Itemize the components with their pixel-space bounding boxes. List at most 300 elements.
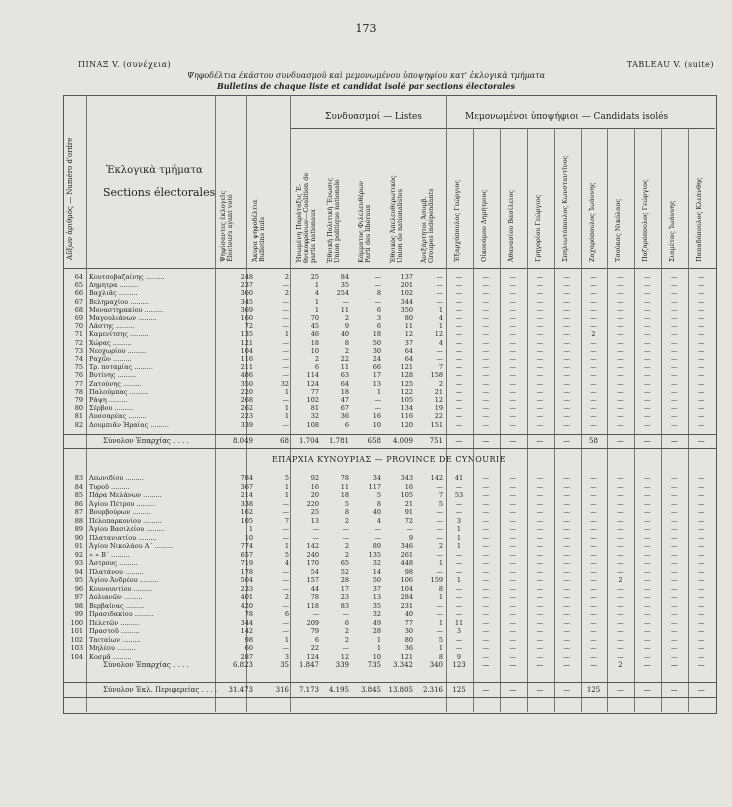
list3-value: 1: [376, 635, 381, 644]
row-number: 68: [74, 305, 83, 314]
candidate-value: —: [644, 404, 651, 413]
table-row: [63, 355, 715, 363]
void-value: 32: [280, 379, 289, 388]
candidate-value: —: [590, 610, 597, 618]
candidate-value: —: [643, 661, 651, 669]
void-value: 6: [284, 610, 289, 618]
candidate-value: —: [482, 550, 490, 559]
candidate-value: —: [697, 567, 705, 576]
list2-value: 5: [344, 499, 349, 508]
candidate-value: —: [590, 363, 597, 372]
candidate-value: —: [536, 346, 543, 355]
col-rule: [661, 128, 662, 712]
electors-value: 420: [240, 601, 253, 610]
candidate-value: —: [670, 404, 678, 413]
candidate-value: —: [617, 355, 624, 363]
candidate-value: —: [509, 322, 517, 331]
electors-value: 60: [244, 644, 253, 652]
list5-value: 142: [430, 474, 443, 482]
candidate-value: 11: [454, 618, 464, 627]
list1-value: —: [312, 525, 319, 533]
candidate-value: —: [590, 289, 597, 298]
row-separator: [63, 697, 716, 698]
list5-value: —: [436, 482, 443, 491]
list1-value: 124: [306, 652, 319, 661]
candidate-value: —: [455, 379, 463, 388]
candidate-value: —: [536, 273, 543, 281]
candidate-value: —: [697, 618, 705, 627]
candidate-value: —: [563, 576, 570, 584]
candidate-value: —: [590, 576, 597, 584]
candidate-value: —: [509, 412, 517, 421]
candidate-value: —: [563, 305, 570, 314]
list3-value: 6: [376, 305, 381, 314]
candidate-value: —: [509, 525, 517, 533]
candidate-value: —: [590, 355, 597, 363]
candidate-value: —: [590, 567, 597, 576]
void-value: —: [282, 314, 289, 322]
row-number: 69: [74, 314, 83, 322]
candidate-value: —: [455, 305, 463, 314]
candidate-value: —: [617, 396, 624, 404]
list5-value: 2: [438, 379, 443, 388]
candidate-value: —: [536, 314, 543, 322]
candidate-value: —: [509, 559, 517, 567]
candidate-value: —: [509, 305, 517, 314]
candidate-value: 9: [456, 652, 462, 661]
list4-value: 105: [400, 491, 413, 499]
candidate-value: —: [644, 305, 651, 314]
list2-value: 17: [340, 584, 349, 593]
list2-value: 11: [340, 482, 349, 491]
candidate-value: —: [670, 491, 678, 499]
table-row: [63, 388, 715, 396]
candidate-value: —: [509, 533, 517, 542]
candidate-value: —: [509, 508, 517, 516]
candidate-value: —: [617, 322, 624, 331]
list5-value: 21: [434, 387, 443, 396]
candidate-value: —: [536, 379, 543, 388]
list1-value: 25: [310, 508, 319, 516]
candidate-value: —: [482, 652, 490, 661]
electors-value: 237: [240, 281, 253, 290]
table-row: [63, 474, 715, 482]
candidate-value: —: [670, 355, 678, 363]
list1-value: 2: [314, 355, 319, 363]
candidate-value: —: [482, 297, 490, 306]
candidate-value: —: [697, 482, 705, 491]
electors-value: 31.473: [228, 686, 253, 694]
list3-value: 8: [376, 499, 381, 508]
candidate-value: —: [536, 542, 543, 550]
list5-value: —: [436, 610, 443, 618]
list2-value: 2: [344, 346, 349, 355]
section-name: Βελημαχίου .........: [89, 297, 149, 306]
void-value: —: [282, 576, 289, 584]
table-row: [63, 542, 715, 550]
list4-value: 98: [404, 567, 413, 576]
candidate-value: —: [697, 652, 705, 661]
candidate-value: —: [644, 559, 651, 567]
section-name: Τυροῦ .........: [89, 482, 130, 491]
electors-value: 248: [240, 273, 253, 281]
header-bottom-rule: [63, 268, 716, 269]
candidate-value: —: [536, 404, 543, 413]
candidate-value: —: [670, 371, 678, 380]
candidate-value: —: [590, 601, 597, 610]
candidate-value: —: [563, 355, 570, 363]
candidate-value: —: [455, 437, 463, 445]
electors-value: 774: [240, 542, 253, 550]
candidate-value: —: [509, 499, 517, 508]
list1-value: 70: [310, 314, 319, 322]
list5-value: 4: [438, 314, 443, 322]
candidate-value: —: [670, 289, 678, 298]
section-name: Λάστης .........: [89, 322, 135, 331]
list4-value: 122: [400, 387, 413, 396]
list3-value: 8: [376, 289, 381, 298]
candidate-value: —: [482, 404, 490, 413]
void-value: 316: [275, 686, 289, 694]
candidate-value: —: [563, 661, 571, 669]
candidate-value: —: [509, 542, 517, 550]
list3-value: 13: [372, 379, 381, 388]
list4-value: 9: [408, 533, 413, 542]
candidate-value: —: [697, 379, 705, 388]
candidate-value: —: [617, 635, 624, 644]
candidate-value: —: [697, 363, 705, 372]
list1-value: 81: [310, 404, 319, 413]
candidate-value: —: [697, 404, 705, 413]
table-row: [63, 525, 715, 533]
list4-value: 64: [404, 355, 413, 363]
candidate-value: —: [617, 644, 624, 652]
list5-value: 151: [430, 420, 443, 429]
candidate-value: —: [617, 559, 624, 567]
list2-value: 2: [344, 635, 349, 644]
list2-value: —: [342, 525, 349, 533]
candidate-value: —: [617, 627, 624, 635]
row-number: 90: [74, 533, 83, 542]
list4-value: 102: [400, 289, 413, 298]
candidate-value: —: [536, 355, 543, 363]
candidate-value: —: [563, 412, 570, 421]
section-name: Δουμπιᾶν Ἡραίας .........: [89, 420, 169, 429]
list3-value: 89: [372, 542, 381, 550]
list5-value: 2.316: [422, 686, 443, 694]
list2-value: 22: [340, 355, 349, 363]
list2-value: 84: [340, 273, 349, 281]
section-name: Κουτσοβαζαίνης .........: [89, 273, 165, 281]
candidate-value: —: [482, 355, 490, 363]
void-value: 35: [280, 661, 289, 669]
col-header-candidate: Παπαδόπουλος Κλεάνθης: [695, 177, 704, 262]
list5-value: 7: [438, 491, 443, 499]
candidate-value: —: [455, 635, 463, 644]
void-value: 1: [284, 491, 289, 499]
list5-value: 1: [438, 593, 443, 601]
candidate-value: —: [644, 644, 651, 652]
list4-value: 231: [400, 601, 413, 610]
void-value: —: [282, 338, 289, 347]
list3-value: 32: [372, 610, 381, 618]
candidate-value: —: [697, 420, 705, 429]
list2-value: 4.195: [328, 686, 349, 694]
candidate-value: —: [482, 437, 490, 445]
list5-value: 1: [438, 618, 443, 627]
void-value: 68: [280, 437, 289, 445]
table-row: [63, 551, 715, 559]
section-name: Ράψη .........: [89, 396, 128, 404]
list3-value: —: [374, 525, 381, 533]
electors-value: 142: [240, 627, 253, 635]
candidate-value: 2: [618, 661, 623, 669]
list2-value: 28: [340, 576, 349, 584]
candidate-value: —: [670, 322, 678, 331]
col-rule: [554, 128, 555, 712]
candidate-value: —: [455, 420, 463, 429]
candidate-value: 123: [452, 661, 466, 669]
candidate-value: —: [670, 273, 678, 281]
void-value: —: [282, 618, 289, 627]
section-name: Σέρβου .........: [89, 404, 134, 413]
electors-value: 121: [240, 338, 253, 347]
list4-value: 36: [404, 644, 413, 652]
table-row: [63, 627, 715, 635]
candidate-value: —: [617, 593, 624, 601]
list4-value: 13.805: [388, 686, 413, 694]
list4-value: 21: [404, 499, 413, 508]
list4-value: 3.342: [392, 661, 413, 669]
electors-value: 8.049: [232, 437, 253, 445]
candidate-value: —: [590, 661, 597, 669]
table-title-french: Bulletins de chaque liste et candidat isolé par sections électorales: [216, 81, 516, 91]
list3-value: 40: [372, 508, 381, 516]
list2-value: 52: [340, 567, 349, 576]
void-value: 5: [284, 550, 289, 559]
list2-value: 6: [344, 420, 349, 429]
list2-value: 35: [340, 281, 349, 290]
candidate-value: —: [509, 516, 517, 525]
candidate-value: —: [509, 584, 517, 593]
table-row: [63, 500, 715, 508]
table-row: [63, 534, 715, 542]
candidate-value: —: [536, 550, 543, 559]
list1-value: 157: [306, 576, 319, 584]
list2-value: 64: [340, 379, 349, 388]
void-value: —: [282, 355, 289, 363]
row-number: 66: [74, 289, 83, 298]
candidate-value: —: [590, 273, 597, 281]
list4-value: 346: [400, 542, 413, 550]
list4-value: 137: [400, 273, 413, 281]
candidate-value: —: [590, 412, 597, 421]
list4-value: 72: [404, 516, 413, 525]
candidate-value: —: [617, 491, 624, 499]
candidate-value: —: [590, 305, 597, 314]
candidate-value: —: [617, 412, 624, 421]
list3-value: 135: [368, 550, 381, 559]
candidate-value: —: [697, 346, 705, 355]
candidate-value: —: [455, 330, 463, 339]
candidate-value: —: [697, 437, 705, 445]
row-number: 95: [74, 576, 83, 584]
list4-value: 120: [400, 420, 413, 429]
candidate-value: —: [563, 618, 570, 627]
candidate-value: —: [482, 491, 490, 499]
candidate-value: —: [509, 610, 517, 618]
candidate-value: —: [455, 644, 463, 652]
candidate-value: —: [617, 542, 624, 550]
col-header-candidate: Ἐξαρχόπουλος Γεώργιος: [453, 179, 461, 262]
list5-value: 7: [438, 363, 443, 372]
candidate-value: —: [536, 559, 543, 567]
candidate-value: —: [455, 584, 463, 593]
candidate-value: —: [670, 559, 678, 567]
list4-value: 37: [404, 338, 413, 347]
candidate-value: —: [617, 474, 624, 482]
list5-value: —: [436, 533, 443, 542]
row-number: 64: [74, 273, 83, 281]
list3-value: 30: [372, 346, 381, 355]
section-name: Βερβαίνας .........: [89, 601, 145, 610]
table-row: [63, 619, 715, 627]
electors-value: 104: [240, 346, 253, 355]
candidate-value: —: [455, 355, 463, 363]
void-value: —: [282, 346, 289, 355]
list5-value: 4: [438, 338, 443, 347]
row-number: 80: [74, 404, 83, 413]
list5-value: —: [436, 346, 443, 355]
candidate-value: —: [617, 525, 624, 533]
list1-value: 209: [306, 618, 319, 627]
section-name: Βαχλιᾶς .........: [89, 289, 138, 298]
void-value: —: [282, 322, 289, 331]
candidate-value: —: [697, 491, 705, 499]
list4-value: 4.009: [392, 437, 413, 445]
row-number: 70: [74, 322, 83, 331]
list2-value: 254: [336, 289, 349, 298]
list3-value: 66: [372, 363, 381, 372]
candidate-value: —: [536, 371, 543, 380]
section-name: Ζατούνης .........: [89, 379, 142, 388]
candidate-value: —: [697, 644, 705, 652]
list2-value: 1.781: [328, 437, 349, 445]
candidate-value: —: [617, 482, 624, 491]
candidate-value: —: [455, 273, 463, 281]
candidate-value: —: [590, 652, 597, 661]
candidate-value: —: [563, 482, 570, 491]
candidate-value: —: [482, 601, 490, 610]
row-number: 84: [74, 482, 83, 491]
candidate-value: —: [697, 338, 705, 347]
candidate-value: —: [670, 305, 678, 314]
candidate-value: —: [536, 627, 543, 635]
electors-value: 162: [240, 508, 253, 516]
candidate-value: —: [536, 281, 543, 290]
list4-value: 344: [400, 297, 413, 306]
candidate-value: —: [563, 593, 570, 601]
candidate-value: —: [590, 635, 597, 644]
section-name: Ἀστρους .........: [89, 559, 138, 567]
row-number: 78: [74, 387, 83, 396]
list1-value: 22: [310, 644, 319, 652]
list5-value: 5: [438, 635, 443, 644]
list4-value: —: [406, 525, 413, 533]
candidate-value: —: [644, 550, 651, 559]
candidate-value: —: [482, 330, 490, 339]
candidate-value: —: [670, 346, 678, 355]
list4-value: 201: [400, 281, 413, 290]
list1-value: 170: [306, 559, 319, 567]
candidate-value: —: [590, 550, 597, 559]
list3-value: 32: [372, 559, 381, 567]
list4-value: 80: [404, 635, 413, 644]
list4-value: 134: [400, 404, 413, 413]
candidate-value: —: [590, 482, 597, 491]
candidate-value: —: [670, 567, 678, 576]
candidate-value: —: [697, 686, 705, 694]
section-name: Κουνουντίου .........: [89, 584, 153, 593]
candidate-value: —: [482, 559, 490, 567]
candidate-value: —: [644, 297, 651, 306]
col-rule: [581, 128, 582, 712]
candidate-value: —: [563, 363, 570, 372]
candidate-value: —: [509, 355, 517, 363]
candidate-value: —: [482, 387, 490, 396]
electors-value: 657: [240, 550, 253, 559]
list3-value: —: [374, 297, 381, 306]
candidate-value: —: [617, 420, 624, 429]
candidate-value: —: [670, 635, 678, 644]
candidate-value: —: [509, 550, 517, 559]
table-row: [63, 330, 715, 338]
table-row: [63, 289, 715, 297]
section-name: Πραστοῦ .........: [89, 627, 140, 635]
candidate-value: —: [482, 525, 490, 533]
void-value: —: [282, 371, 289, 380]
table-title-greek: Ψηφοδέλτια έκάστου συνδυασμοῦ καὶ μεμονωμένου ὑποψηφίου κατ' ἐκλογικὰ τμήματα: [186, 71, 546, 80]
list4-value: 448: [400, 559, 413, 567]
candidate-value: —: [644, 474, 651, 482]
candidate-value: —: [482, 412, 490, 421]
candidate-value: —: [563, 289, 570, 298]
list4-value: 64: [404, 346, 413, 355]
candidate-value: —: [670, 593, 678, 601]
col-rule: [634, 128, 635, 712]
candidate-value: —: [482, 322, 490, 331]
candidate-value: —: [563, 627, 570, 635]
candidate-value: —: [563, 652, 570, 661]
list5-value: —: [436, 508, 443, 516]
total-row: [63, 686, 715, 694]
void-value: —: [282, 601, 289, 610]
electors-value: 268: [240, 396, 253, 404]
void-value: —: [282, 363, 289, 372]
candidate-value: —: [536, 686, 544, 694]
electors-value: 223: [240, 412, 253, 421]
header-left: ΠΙΝΑΞ V. (συνέχεια): [78, 60, 172, 69]
list1-value: 10: [310, 346, 319, 355]
candidate-value: —: [455, 412, 463, 421]
list1-value: 1: [314, 305, 319, 314]
electors-value: 233: [240, 584, 253, 593]
candidate-value: —: [644, 635, 651, 644]
candidate-value: —: [482, 396, 490, 404]
candidate-value: —: [509, 618, 517, 627]
candidate-value: —: [697, 289, 705, 298]
candidate-value: —: [697, 542, 705, 550]
